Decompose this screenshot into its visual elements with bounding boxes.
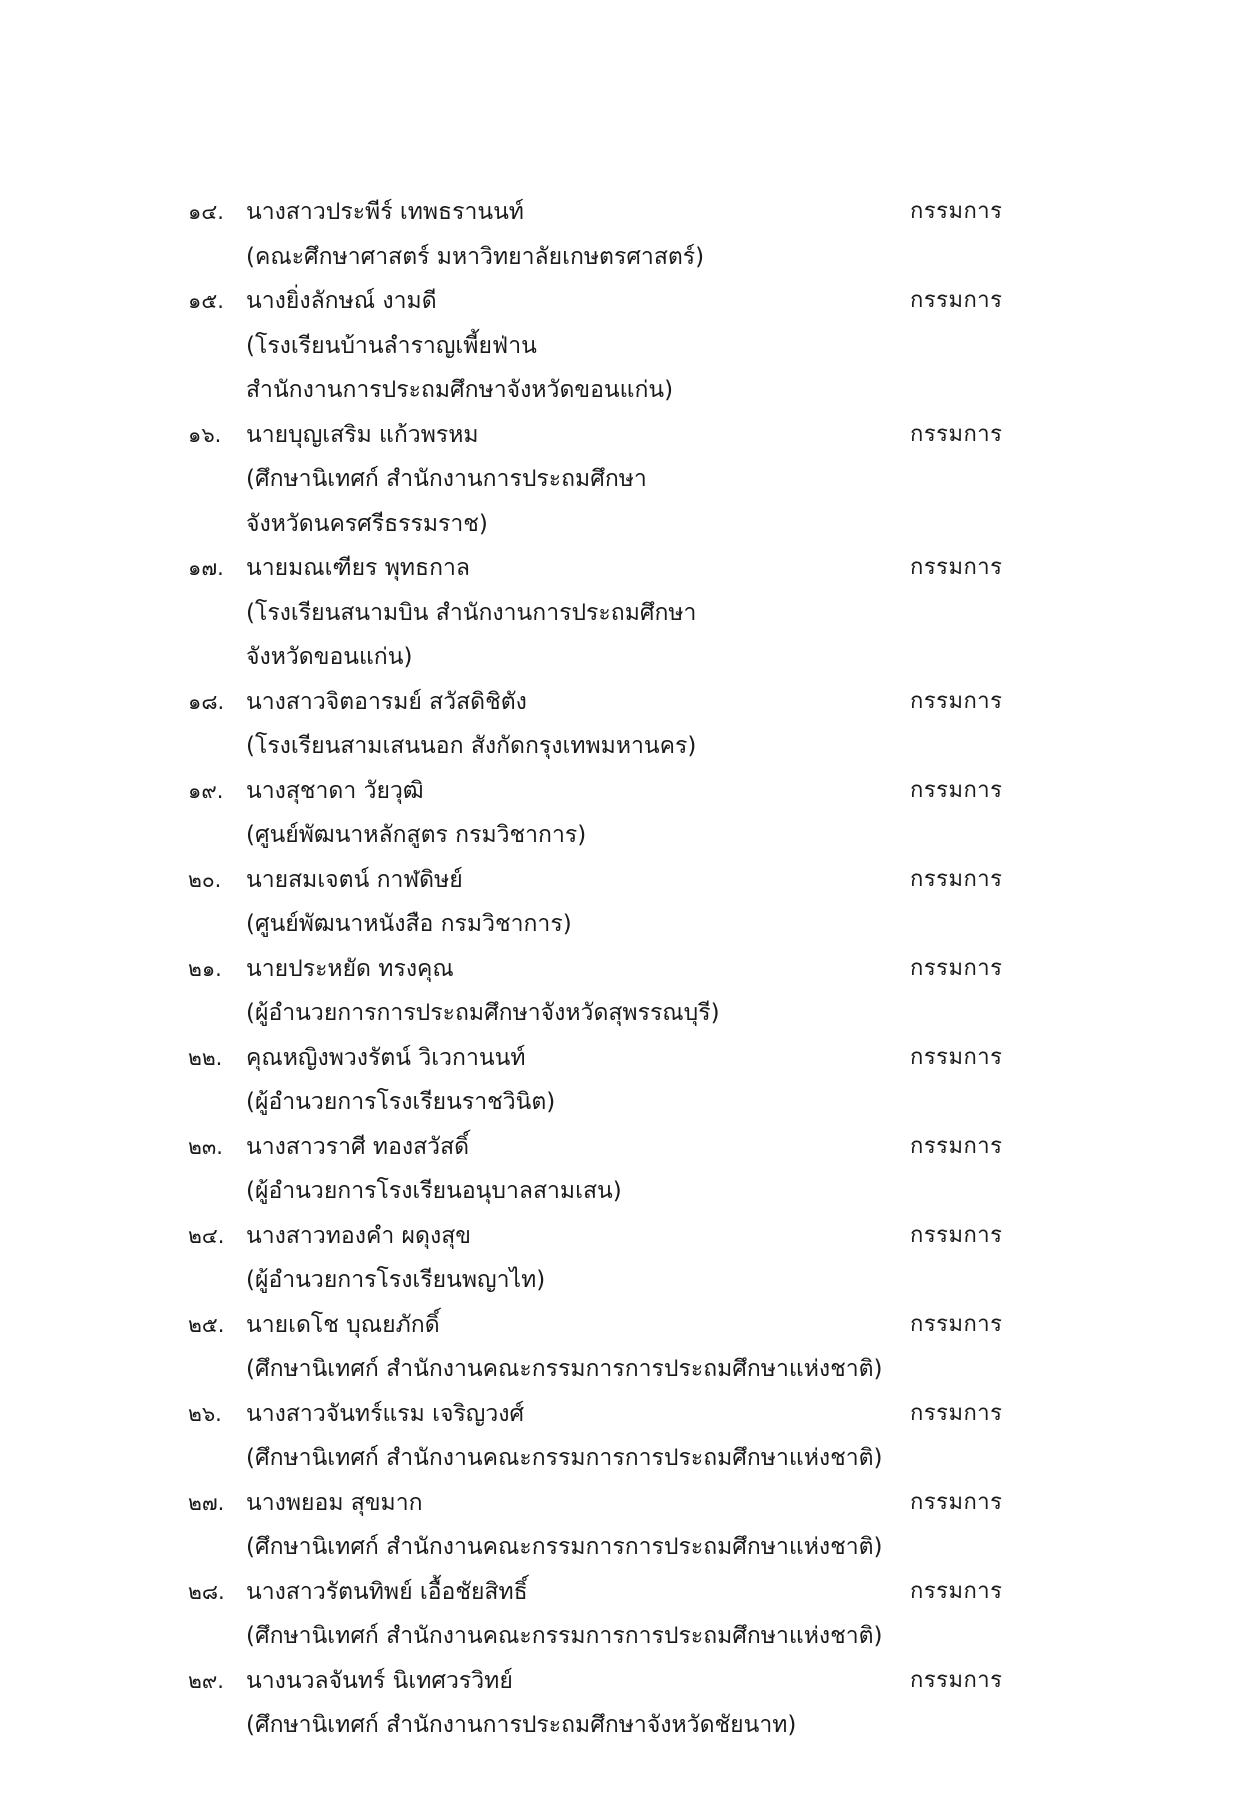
member-affiliation: จังหวัดนครศรีธรรมราช) (246, 510, 488, 537)
member-affiliation: (คณะศึกษาศาสตร์ มหาวิทยาลัยเกษตรศาสตร์) (246, 243, 705, 270)
committee-member (0, 1125, 1256, 1214)
member-heading-line (0, 546, 1256, 591)
member-affiliation: (ผู้อำนวยการโรงเรียนพญาไท) (246, 1267, 546, 1293)
member-role: กรรมการ (910, 1222, 1003, 1248)
member-name: นางสาวทองคำ ผดุงสุข (246, 1222, 471, 1249)
member-affiliation-line (0, 502, 1256, 547)
member-name: นายสมเจตน์ กาฬดิษย์ (246, 866, 463, 893)
member-role: กรรมการ (910, 955, 1003, 981)
member-affiliation-line (0, 1080, 1256, 1125)
member-heading-line (0, 858, 1256, 903)
member-name: นางสาวจิตอารมย์ สวัสดิชิตัง (246, 688, 527, 715)
member-number: ๒๘. (188, 1579, 225, 1604)
member-number: ๒๔. (188, 1223, 225, 1248)
member-role: กรรมการ (910, 288, 1003, 313)
member-role: กรรมการ (910, 777, 1003, 803)
member-affiliation-line (0, 813, 1256, 858)
member-affiliation-line (0, 1525, 1256, 1570)
member-number: ๑๙. (188, 778, 224, 803)
committee-member (0, 190, 1256, 279)
member-heading-line (0, 1481, 1256, 1526)
member-affiliation-line (0, 902, 1256, 947)
member-number: ๒๐. (188, 867, 222, 892)
member-number: ๒๗. (188, 1490, 225, 1515)
member-number: ๑๘. (188, 689, 225, 714)
member-affiliation-line (0, 1436, 1256, 1481)
member-affiliation: (ศึกษานิเทศก์ สำนักงานคณะกรรมการการประถมศึกษาแห่งชาติ) (246, 1623, 883, 1649)
member-heading-line (0, 947, 1256, 992)
committee-member-list (0, 190, 1256, 1748)
member-number: ๒๖. (188, 1401, 222, 1426)
committee-member (0, 1659, 1256, 1748)
member-role: กรรมการ (910, 1044, 1003, 1070)
member-affiliation: (ศึกษานิเทศก์ สำนักงานคณะกรรมการการประถมศึกษาแห่งชาติ) (246, 1534, 883, 1560)
member-number: ๑๖. (188, 422, 222, 447)
member-affiliation: สำนักงานการประถมศึกษาจังหวัดขอนแก่น) (246, 377, 674, 403)
member-affiliation-line (0, 324, 1256, 369)
member-affiliation-line (0, 991, 1256, 1036)
member-role: กรรมการ (910, 688, 1003, 714)
member-role: กรรมการ (910, 1489, 1003, 1515)
member-name: นางสาวรัตนทิพย์ เอื้อชัยสิทธิ์ (246, 1578, 528, 1605)
member-affiliation: (ผู้อำนวยการการประถมศึกษาจังหวัดสุพรรณบุรี) (246, 1000, 720, 1026)
member-affiliation-line (0, 368, 1256, 413)
member-number: ๒๓. (188, 1134, 223, 1159)
committee-member (0, 1214, 1256, 1303)
member-number: ๑๕. (188, 289, 224, 313)
member-role: กรรมการ (910, 1133, 1003, 1159)
member-affiliation-line (0, 1347, 1256, 1392)
committee-member (0, 858, 1256, 947)
member-number: ๒๑. (188, 956, 222, 981)
committee-member (0, 680, 1256, 769)
member-affiliation-line (0, 235, 1256, 280)
member-role: กรรมการ (910, 555, 1003, 580)
member-affiliation: (โรงเรียนบ้านลำราญเพี้ยฟ่าน (246, 332, 537, 359)
member-affiliation: (ศึกษานิเทศก์ สำนักงานการประถมศึกษาจังหวัดชัยนาท) (246, 1712, 797, 1738)
member-heading-line (0, 680, 1256, 725)
member-role: กรรมการ (910, 1311, 1003, 1337)
member-name: นางนวลจันทร์ นิเทศวรวิทย์ (246, 1667, 513, 1694)
member-affiliation: (ศึกษานิเทศก์ สำนักงานคณะกรรมการการประถมศึกษาแห่งชาติ) (246, 1445, 883, 1471)
member-name: นางสาวราศี ทองสวัสดิ์ (246, 1133, 470, 1160)
member-affiliation-line (0, 457, 1256, 502)
member-affiliation-line (0, 724, 1256, 769)
member-name: นางสุชาดา วัยวุฒิ (246, 777, 424, 804)
member-affiliation: (ศึกษานิเทศก์ สำนักงานการประถมศึกษา (246, 466, 647, 492)
member-heading-line (0, 1303, 1256, 1348)
member-name: นายเดโช บุณยภักดิ์ (246, 1311, 440, 1338)
member-name: นางพยอม สุขมาก (246, 1489, 423, 1516)
member-name: นางสาวประพีร์ เทพธรานนท์ (246, 199, 524, 225)
member-affiliation-line (0, 1169, 1256, 1214)
committee-member (0, 1392, 1256, 1481)
member-heading-line (0, 279, 1256, 324)
member-role: กรรมการ (910, 866, 1003, 892)
member-role: กรรมการ (910, 1667, 1003, 1693)
member-heading-line (0, 1570, 1256, 1615)
member-number: ๒๕. (188, 1312, 225, 1337)
member-affiliation: (ผู้อำนวยการโรงเรียนราชวินิต) (246, 1089, 556, 1115)
member-name: นางยิ่งลักษณ์ งามดี (246, 288, 437, 314)
member-name: นายบุญเสริม แก้วพรหม (246, 421, 479, 448)
member-number: ๒๙. (188, 1668, 224, 1693)
committee-member (0, 546, 1256, 680)
member-heading-line (0, 413, 1256, 458)
member-heading-line (0, 769, 1256, 814)
member-role: กรรมการ (910, 1578, 1003, 1604)
member-affiliation: (โรงเรียนสนามบิน สำนักงานการประถมศึกษา (246, 599, 697, 626)
member-role: กรรมการ (910, 199, 1003, 224)
member-affiliation: (ศูนย์พัฒนาหนังสือ กรมวิชาการ) (246, 911, 572, 937)
member-number: ๒๒. (188, 1045, 223, 1070)
member-role: กรรมการ (910, 421, 1003, 447)
member-affiliation-line (0, 635, 1256, 680)
member-heading-line (0, 1214, 1256, 1259)
member-affiliation-line (0, 591, 1256, 636)
member-heading-line (0, 1392, 1256, 1437)
member-number: ๑๔. (188, 200, 224, 224)
member-heading-line (0, 1125, 1256, 1170)
member-heading-line (0, 190, 1256, 235)
committee-member (0, 947, 1256, 1036)
committee-member (0, 279, 1256, 413)
member-heading-line (0, 1659, 1256, 1704)
member-affiliation-line (0, 1258, 1256, 1303)
member-affiliation: (ผู้อำนวยการโรงเรียนอนุบาลสามเสน) (246, 1178, 622, 1204)
member-name: นายประหยัด ทรงคุณ (246, 955, 454, 982)
member-name: นายมณเฑียร พุทธกาล (246, 555, 471, 581)
member-affiliation-line (0, 1614, 1256, 1659)
member-name: นางสาวจันทร์แรม เจริญวงศ์ (246, 1400, 525, 1427)
committee-member (0, 1303, 1256, 1392)
member-number: ๑๗. (188, 556, 224, 580)
committee-member (0, 1570, 1256, 1659)
committee-member (0, 769, 1256, 858)
committee-member (0, 1481, 1256, 1570)
member-affiliation: (โรงเรียนสามเสนนอก สังกัดกรุงเทพมหานคร) (246, 733, 697, 759)
member-role: กรรมการ (910, 1400, 1003, 1426)
committee-member (0, 413, 1256, 547)
member-affiliation-line (0, 1703, 1256, 1748)
member-heading-line (0, 1036, 1256, 1081)
member-affiliation: จังหวัดขอนแก่น) (246, 644, 413, 670)
member-affiliation: (ศูนย์พัฒนาหลักสูตร กรมวิชาการ) (246, 822, 587, 848)
member-name: คุณหญิงพวงรัตน์ วิเวกานนท์ (246, 1044, 526, 1071)
member-affiliation: (ศึกษานิเทศก์ สำนักงานคณะกรรมการการประถมศึกษาแห่งชาติ) (246, 1356, 883, 1382)
committee-member (0, 1036, 1256, 1125)
